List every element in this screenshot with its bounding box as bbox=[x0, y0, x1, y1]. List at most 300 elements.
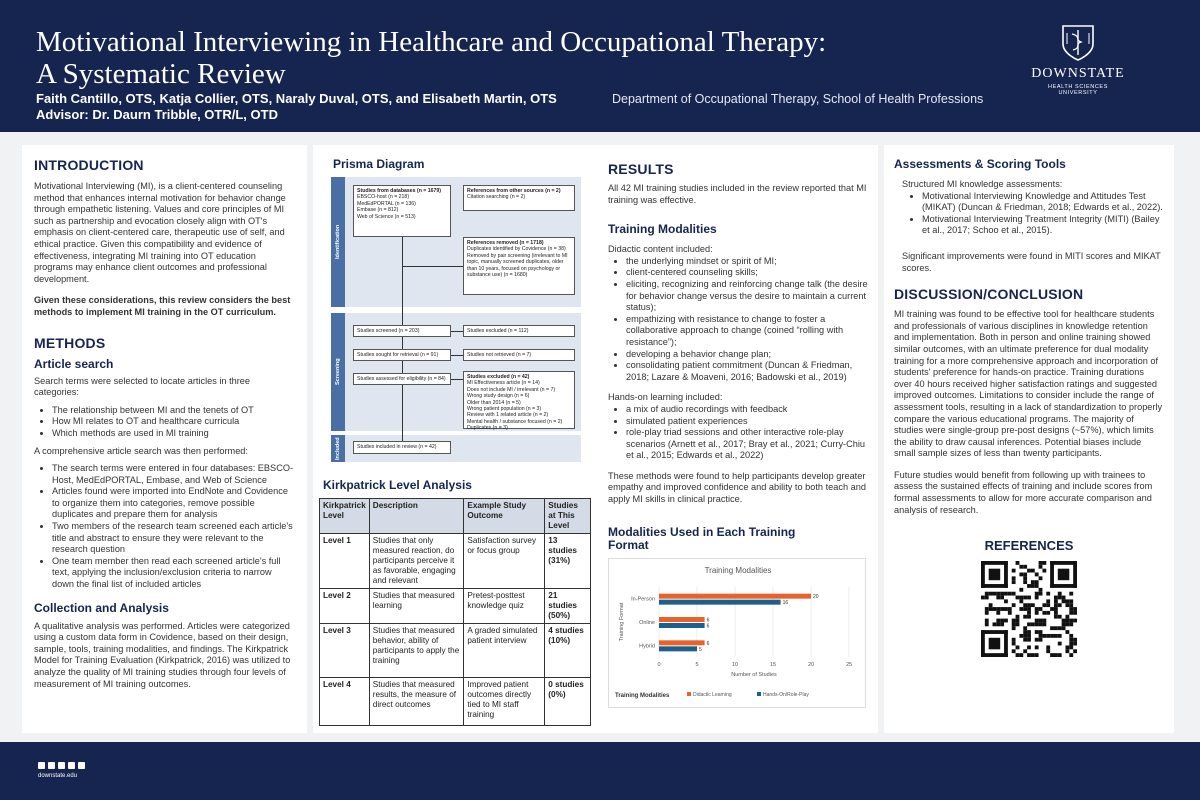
y-axis-label: Training Format bbox=[619, 602, 625, 641]
flow-arrow bbox=[451, 331, 463, 332]
qr-module bbox=[1058, 642, 1062, 646]
qr-module bbox=[1035, 619, 1039, 623]
qr-module bbox=[1023, 615, 1027, 619]
qr-module bbox=[996, 592, 1000, 596]
qr-module bbox=[1042, 619, 1046, 623]
qr-module bbox=[1027, 615, 1031, 619]
prisma-box-eligibility: Studies assessed for eligibility (n = 84) bbox=[353, 373, 451, 385]
qr-module bbox=[1023, 573, 1027, 577]
qr-module bbox=[1062, 596, 1066, 600]
qr-finder bbox=[1004, 630, 1008, 657]
qr-module bbox=[1035, 638, 1039, 642]
qr-module bbox=[1004, 619, 1008, 623]
qr-finder bbox=[981, 630, 1008, 634]
qr-module bbox=[1062, 619, 1066, 623]
discussion-body: MI training was found to be effective tool for healthcare students and professionals of various disciplines in knowledge retention and implementation. Both in person and online training showed similar outcomes, with an ultimate preference for dual modality training for a more comprehensive approach and incorporation of students' preference for hands-on practice. Training durations over 40 hours received higher satisfaction ratings and suggested improved outcomes. Limitations to consider include the range of assessment tools, resulting in a lack of standardization to properly compare the various educational programs. The majority of studies were single-group pre-post designs (~57%), which limits the ability to draw causal inferences. Potential biases include small sample sizes of less than twenty participants. bbox=[894, 309, 1163, 459]
list-item: • simulated patient experiences bbox=[626, 416, 868, 428]
qr-module bbox=[1031, 580, 1035, 584]
data-label: 20 bbox=[813, 593, 819, 600]
qr-module bbox=[981, 596, 985, 600]
qr-module bbox=[1069, 623, 1073, 627]
table-cell: Satisfaction survey or focus group bbox=[464, 534, 545, 589]
qr-module bbox=[1016, 596, 1020, 600]
qr-finder bbox=[989, 638, 1001, 650]
qr-finder bbox=[989, 569, 1001, 581]
qr-finder bbox=[1004, 561, 1008, 588]
facebook-icon[interactable] bbox=[38, 762, 45, 769]
qr-module bbox=[1008, 611, 1012, 615]
data-label: 6 bbox=[706, 640, 710, 647]
qr-module bbox=[1050, 627, 1054, 631]
prisma-box-not-retrieved: Studies not retrieved (n = 7) bbox=[463, 349, 575, 361]
table-cell: Studies that measured learning bbox=[369, 589, 464, 624]
qr-finder bbox=[1073, 561, 1077, 588]
qr-module bbox=[1039, 634, 1043, 638]
data-label: 5 bbox=[699, 646, 702, 653]
table-cell: Studies that measured behavior, ability of participants to apply the training bbox=[369, 624, 464, 678]
qr-module bbox=[1054, 653, 1058, 657]
bar bbox=[659, 623, 705, 628]
qr-module bbox=[1039, 588, 1043, 592]
box-title: References removed (n = 1718) bbox=[467, 240, 544, 246]
prisma-box-screened: Studies screened (n = 203) bbox=[353, 325, 451, 337]
search-intro: Search terms were selected to locate articles in three categories: bbox=[34, 375, 251, 398]
qr-module bbox=[1042, 561, 1046, 565]
qr-module bbox=[1046, 634, 1050, 638]
qr-module bbox=[1065, 600, 1069, 604]
qr-module bbox=[1042, 603, 1046, 607]
qr-module bbox=[989, 592, 993, 596]
qr-module bbox=[1054, 634, 1058, 638]
qr-module bbox=[989, 603, 993, 607]
qr-module bbox=[1012, 592, 1016, 596]
qr-module bbox=[1023, 630, 1027, 634]
x-tick-label: 0 bbox=[657, 661, 661, 668]
qr-module bbox=[1000, 596, 1004, 600]
references-heading: REFERENCES bbox=[984, 538, 1074, 554]
qr-module bbox=[1027, 634, 1031, 638]
discussion-heading: DISCUSSION/CONCLUSION bbox=[894, 286, 1084, 303]
qr-module bbox=[1054, 596, 1058, 600]
title-line-2: A Systematic Review bbox=[36, 58, 286, 90]
qr-module bbox=[1035, 623, 1039, 627]
qr-module bbox=[1069, 646, 1073, 650]
list-item: • Articles found were imported into EndNote and Covidence to organize them into categories, remove possible duplicates and prepare them for analysis bbox=[52, 486, 295, 521]
flow-arrow bbox=[451, 379, 463, 380]
prisma-box-databases bbox=[353, 185, 451, 237]
qr-module bbox=[1058, 592, 1062, 596]
qr-module bbox=[1035, 646, 1039, 650]
qr-module bbox=[996, 607, 1000, 611]
introduction-heading: INTRODUCTION bbox=[34, 157, 144, 173]
phase-included: Included bbox=[331, 435, 345, 462]
legend-title: Training Modalities bbox=[615, 692, 670, 699]
prisma-box-excluded-2 bbox=[463, 371, 575, 432]
title-line-1: Motivational Interviewing in Healthcare and Occupational Therapy: bbox=[36, 26, 827, 58]
qr-module bbox=[1031, 603, 1035, 607]
qr-module bbox=[985, 592, 989, 596]
prisma-heading: Prisma Diagram bbox=[333, 157, 425, 171]
flow-arrow bbox=[402, 266, 463, 267]
qr-module bbox=[1065, 650, 1069, 654]
assessments-intro: Structured MI knowledge assessments: bbox=[902, 179, 1063, 189]
prisma-box-retrieval: Studies sought for retrieval (n = 91) bbox=[353, 349, 451, 361]
table-cell: 4 studies (10%) bbox=[545, 624, 591, 678]
data-label: 16 bbox=[782, 599, 789, 606]
qr-module bbox=[1058, 603, 1062, 607]
qr-module bbox=[1023, 603, 1027, 607]
qr-module bbox=[1019, 607, 1023, 611]
category-label: In-Person bbox=[631, 596, 655, 603]
qr-module bbox=[1073, 607, 1077, 611]
qr-module bbox=[1023, 634, 1027, 638]
qr-module bbox=[1069, 611, 1073, 615]
table-cell: Level 3 bbox=[320, 624, 370, 678]
table-cell: 21 studies (50%) bbox=[545, 589, 591, 624]
x-tick-label: 5 bbox=[695, 661, 699, 668]
list-item: • a mix of audio recordings with feedback bbox=[626, 404, 868, 416]
author-block bbox=[36, 91, 557, 123]
qr-module bbox=[1027, 584, 1031, 588]
department: Department of Occupational Therapy, School of Health Professions bbox=[612, 92, 984, 106]
references-qr-code-icon[interactable] bbox=[981, 561, 1077, 657]
university-logo bbox=[1028, 24, 1128, 96]
box-item: Wrong patient population (n = 3) bbox=[467, 406, 542, 413]
box-item: Web of Science (n = 513) bbox=[357, 213, 416, 220]
qr-module bbox=[1012, 569, 1016, 573]
qr-module bbox=[1027, 607, 1031, 611]
shield-logo-icon bbox=[1061, 24, 1095, 62]
qr-module bbox=[1039, 592, 1043, 596]
flow-arrow bbox=[402, 361, 403, 373]
list-item: • The relationship between MI and the tenets of OT bbox=[52, 405, 295, 417]
qr-module bbox=[1031, 653, 1035, 657]
assessments-result: Significant improvements were found in MITI scores and MIKAT scores. bbox=[902, 250, 1161, 273]
chart-title: Training Modalities bbox=[704, 565, 772, 575]
qr-module bbox=[1008, 592, 1012, 596]
qr-module bbox=[1019, 653, 1023, 657]
logo-subtitle: HEALTH SCIENCES UNIVERSITY bbox=[1048, 84, 1108, 96]
box-item: Embase (n = 812) bbox=[357, 207, 399, 214]
qr-module bbox=[1016, 615, 1020, 619]
website-link[interactable]: downstate.edu bbox=[38, 773, 78, 779]
qr-module bbox=[1023, 580, 1027, 584]
table-row bbox=[320, 534, 591, 589]
training-modalities-heading: Training Modalities bbox=[608, 222, 717, 237]
qr-module bbox=[1023, 638, 1027, 642]
qr-module bbox=[1023, 650, 1027, 654]
qr-module bbox=[1027, 653, 1031, 657]
qr-module bbox=[1050, 653, 1054, 657]
poster-footer bbox=[0, 742, 1200, 800]
chart-svg bbox=[609, 559, 867, 709]
qr-module bbox=[1062, 627, 1066, 631]
qr-finder bbox=[981, 561, 1008, 565]
list-item: • The search terms were entered in four databases: EBSCO-Host, MedEdPORTAL, Embase, and Web of Science bbox=[52, 463, 295, 486]
introduction-aim: Given these considerations, this review considers the best methods to implement MI training in the OT curriculum. bbox=[34, 295, 291, 317]
list-item: • the underlying mindset or spirit of MI; bbox=[626, 256, 868, 268]
qr-module bbox=[1046, 611, 1050, 615]
qr-module bbox=[1027, 596, 1031, 600]
qr-module bbox=[1035, 611, 1039, 615]
qr-module bbox=[1069, 642, 1073, 646]
qr-module bbox=[1012, 638, 1016, 642]
qr-module bbox=[1000, 619, 1004, 623]
flow-arrow bbox=[451, 355, 463, 356]
qr-module bbox=[1012, 619, 1016, 623]
qr-finder bbox=[981, 561, 985, 588]
list-item: • consolidating patient commitment (Duncan & Friedman, 2018; Lazare & Moaveni, 2016; Badowski et al., 2019) bbox=[626, 360, 868, 383]
qr-module bbox=[1019, 634, 1023, 638]
x-tick-label: 20 bbox=[807, 661, 815, 668]
prisma-box-removed bbox=[463, 237, 575, 295]
collection-analysis-heading: Collection and Analysis bbox=[34, 600, 169, 615]
flow-arrow bbox=[402, 385, 403, 441]
list-item: • How MI relates to OT and healthcare curricula bbox=[52, 416, 295, 428]
prisma-box-included: Studies included in review (n = 42) bbox=[353, 441, 451, 454]
qr-module bbox=[1062, 623, 1066, 627]
prisma-box-other-sources bbox=[463, 185, 575, 211]
handson-list bbox=[608, 404, 868, 462]
box-item: Wrong study design (n = 6) bbox=[467, 393, 530, 400]
bar bbox=[659, 640, 705, 645]
qr-module bbox=[1016, 623, 1020, 627]
box-item: Does not include MI / irrelevant (n = 7) bbox=[467, 386, 556, 393]
column-header: Example Study Outcome bbox=[464, 499, 545, 534]
qr-module bbox=[1035, 607, 1039, 611]
qr-module bbox=[1042, 623, 1046, 627]
data-label: 6 bbox=[706, 617, 710, 624]
qr-module bbox=[1069, 619, 1073, 623]
qr-module bbox=[1027, 569, 1031, 573]
table-cell: Improved patient outcomes directly tied to MI staff training bbox=[464, 678, 545, 726]
qr-module bbox=[996, 619, 1000, 623]
legend-label: Didactic Learning bbox=[693, 691, 732, 698]
kirkpatrick-table bbox=[319, 498, 591, 726]
qr-module bbox=[1004, 607, 1008, 611]
table-cell: Level 4 bbox=[320, 678, 370, 726]
qr-module bbox=[1058, 596, 1062, 600]
handson-intro: Hands-on learning included: bbox=[608, 392, 723, 403]
qr-module bbox=[1027, 630, 1031, 634]
qr-module bbox=[1019, 565, 1023, 569]
qr-module bbox=[1058, 627, 1062, 631]
bar bbox=[659, 593, 811, 598]
x-tick-label: 25 bbox=[845, 661, 853, 668]
qr-module bbox=[996, 596, 1000, 600]
qr-module bbox=[1054, 611, 1058, 615]
qr-module bbox=[1039, 619, 1043, 623]
table-cell: A graded simulated patient interview bbox=[464, 624, 545, 678]
qr-module bbox=[985, 623, 989, 627]
box-title: Studies from databases (n = 1679) bbox=[357, 188, 442, 194]
qr-module bbox=[1012, 577, 1016, 581]
qr-module bbox=[985, 619, 989, 623]
qr-module bbox=[1069, 600, 1073, 604]
prisma-box-excluded: Studies excluded (n = 112) bbox=[463, 325, 575, 337]
qr-module bbox=[1039, 638, 1043, 642]
youtube-icon[interactable] bbox=[78, 762, 85, 769]
qr-module bbox=[1039, 630, 1043, 634]
column-header: Kirkpatrick Level bbox=[320, 499, 370, 534]
qr-module bbox=[1023, 596, 1027, 600]
assessments-list bbox=[894, 191, 1164, 237]
qr-module bbox=[1031, 623, 1035, 627]
x-icon[interactable] bbox=[48, 762, 55, 769]
qr-module bbox=[1069, 634, 1073, 638]
linkedin-icon[interactable] bbox=[68, 762, 75, 769]
column-header: Description bbox=[369, 499, 464, 534]
qr-module bbox=[1016, 619, 1020, 623]
logo-name: DOWNSTATE bbox=[1031, 66, 1125, 81]
qr-module bbox=[1019, 573, 1023, 577]
bar bbox=[659, 599, 781, 604]
qr-module bbox=[1000, 607, 1004, 611]
box-item: Mental health / substance focused (n = 2) bbox=[467, 418, 563, 425]
list-item: • role-play triad sessions and other interactive role-play scenarios (Arnett et al., 2017; Bray et al., 2021; Curry-Chiu et al., 2015; Edwards et al., 2022) bbox=[626, 427, 868, 462]
qr-finder bbox=[1050, 584, 1077, 588]
qr-module bbox=[1069, 592, 1073, 596]
qr-finder bbox=[1050, 561, 1054, 588]
poster-title bbox=[36, 26, 1036, 90]
qr-module bbox=[1046, 650, 1050, 654]
table-row bbox=[320, 589, 591, 624]
qr-module bbox=[1000, 623, 1004, 627]
list-item: • Which methods are used in MI training bbox=[52, 428, 295, 440]
qr-finder bbox=[981, 630, 985, 657]
qr-module bbox=[996, 623, 1000, 627]
qr-module bbox=[1027, 611, 1031, 615]
qr-module bbox=[1023, 607, 1027, 611]
qr-module bbox=[1058, 634, 1062, 638]
qr-module bbox=[1039, 607, 1043, 611]
qr-module bbox=[1035, 630, 1039, 634]
qr-module bbox=[1023, 565, 1027, 569]
box-item: Older than 2014 (n = 5) bbox=[467, 399, 521, 406]
assessments-heading: Assessments & Scoring Tools bbox=[894, 157, 1066, 171]
list-item: • Two members of the research team screened each article's title and abstract to ensure they were relevant to the research question bbox=[52, 521, 295, 556]
qr-module bbox=[996, 611, 1000, 615]
qr-module bbox=[1054, 627, 1058, 631]
qr-module bbox=[1031, 569, 1035, 573]
column-assessments-discussion bbox=[884, 145, 1174, 733]
poster-header bbox=[0, 0, 1200, 132]
qr-module bbox=[1046, 603, 1050, 607]
table-cell: Studies that only measured reaction, do participants perceive it as favorable, engaging and relevant bbox=[369, 534, 464, 589]
qr-module bbox=[1054, 600, 1058, 604]
column-prisma-kirkpatrick bbox=[313, 145, 598, 733]
qr-module bbox=[993, 607, 997, 611]
qr-finder bbox=[1058, 569, 1070, 581]
prisma-diagram bbox=[331, 177, 581, 462]
list-item: • Motivational Interviewing Treatment Integrity (MITI) (Bailey et al., 2017; Schoo et al., 2015). bbox=[922, 214, 1164, 237]
qr-module bbox=[1073, 611, 1077, 615]
qr-module bbox=[1035, 584, 1039, 588]
qr-module bbox=[1065, 603, 1069, 607]
qr-module bbox=[1046, 600, 1050, 604]
qr-module bbox=[1035, 596, 1039, 600]
column-results bbox=[598, 145, 878, 733]
qr-module bbox=[1042, 634, 1046, 638]
qr-module bbox=[1065, 646, 1069, 650]
qr-module bbox=[1012, 627, 1016, 631]
qr-module bbox=[993, 623, 997, 627]
didactic-intro: Didactic content included: bbox=[608, 244, 713, 255]
search-categories bbox=[34, 405, 295, 440]
qr-module bbox=[1019, 588, 1023, 592]
qr-module bbox=[1004, 600, 1008, 604]
x-axis-label: Number of Studies bbox=[731, 671, 777, 678]
qr-module bbox=[1065, 630, 1069, 634]
table-row bbox=[320, 624, 591, 678]
qr-module bbox=[1012, 580, 1016, 584]
qr-module bbox=[1065, 615, 1069, 619]
qr-module bbox=[1050, 607, 1054, 611]
qr-module bbox=[1054, 607, 1058, 611]
box-title: Studies excluded (n = 42) bbox=[467, 374, 530, 380]
list-item: • eliciting, recognizing and reinforcing change talk (the desire for behavior change versus the desire to maintain a current status); bbox=[626, 279, 868, 314]
legend-label: Hands-On/Role-Play bbox=[763, 691, 809, 698]
didactic-list bbox=[608, 256, 868, 384]
authors: Faith Cantillo, OTS, Katja Collier, OTS, Naraly Duval, OTS, and Elisabeth Martin, OTS bbox=[36, 91, 557, 106]
qr-module bbox=[1008, 607, 1012, 611]
box-item: Removed by pair screening (irrelevant to MI topic, manually screened duplicates, older than 10 years, focused on psychology or substance use) (n = 1680) bbox=[467, 252, 568, 279]
table-cell: 0 studies (0%) bbox=[545, 678, 591, 726]
qr-module bbox=[1042, 569, 1046, 573]
search-intro-2: A comprehensive article search was then performed: bbox=[34, 445, 248, 456]
chart-heading: Modalities Used in Each Training Format bbox=[608, 524, 796, 552]
instagram-icon[interactable] bbox=[58, 762, 65, 769]
results-heading: RESULTS bbox=[608, 161, 674, 177]
table-cell: Pretest-posttest knowledge quiz bbox=[464, 589, 545, 624]
qr-module bbox=[1035, 573, 1039, 577]
social-icons bbox=[38, 762, 85, 769]
qr-module bbox=[985, 611, 989, 615]
qr-module bbox=[1012, 623, 1016, 627]
qr-module bbox=[1065, 619, 1069, 623]
table-cell: Level 1 bbox=[320, 534, 370, 589]
qr-module bbox=[1073, 642, 1077, 646]
qr-module bbox=[1016, 561, 1020, 565]
qr-module bbox=[1027, 646, 1031, 650]
qr-module bbox=[1073, 638, 1077, 642]
table-row bbox=[320, 678, 591, 726]
phase-identification: Identification bbox=[331, 177, 345, 307]
qr-module bbox=[985, 596, 989, 600]
x-tick-label: 10 bbox=[731, 661, 739, 668]
box-item: Duplicates identified by Covidence (n = 38) bbox=[467, 246, 566, 253]
qr-module bbox=[1023, 577, 1027, 581]
column-header: Studies at This Level bbox=[545, 499, 591, 534]
category-label: Hybrid bbox=[639, 642, 655, 649]
flow-arrow bbox=[402, 237, 403, 325]
qr-module bbox=[1050, 634, 1054, 638]
qr-module bbox=[1027, 623, 1031, 627]
qr-module bbox=[1023, 627, 1027, 631]
qr-module bbox=[1058, 653, 1062, 657]
legend-swatch bbox=[757, 692, 761, 696]
legend-swatch bbox=[687, 692, 691, 696]
bar bbox=[659, 646, 697, 651]
qr-module bbox=[1039, 565, 1043, 569]
qr-module bbox=[1073, 650, 1077, 654]
qr-finder bbox=[1050, 561, 1077, 565]
qr-module bbox=[1019, 596, 1023, 600]
qr-module bbox=[1039, 577, 1043, 581]
article-search-heading: Article search bbox=[34, 356, 114, 371]
qr-module bbox=[993, 592, 997, 596]
qr-module bbox=[985, 607, 989, 611]
